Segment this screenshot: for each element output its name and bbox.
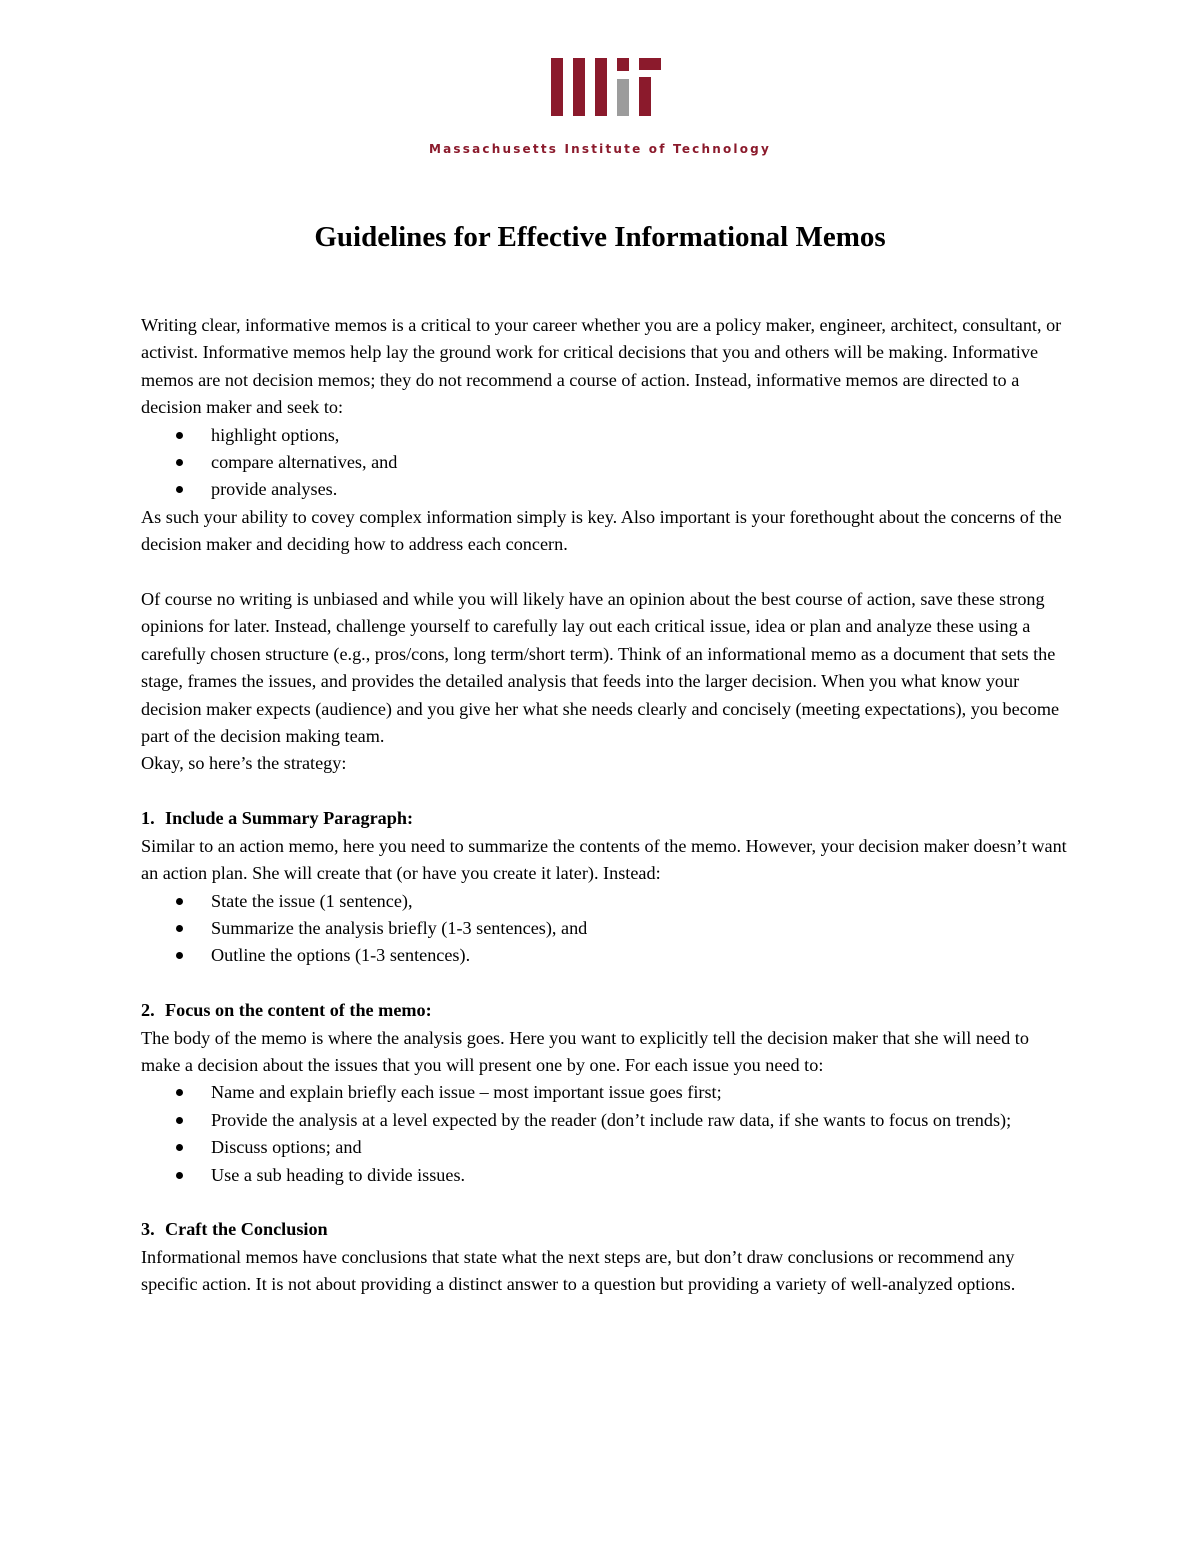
institute-name: Massachusetts Institute of Technology xyxy=(428,142,771,156)
section-1-bullet-list xyxy=(141,888,1071,970)
section-number: 2. xyxy=(141,1000,155,1021)
section-2-text: The body of the memo is where the analysis goes. Here you want to explicitly tell the decision maker that she will need to make a decision about the issues that you will present one by one. For each issue you need to: xyxy=(141,1027,1029,1075)
list-item: compare alternatives, and xyxy=(141,449,1071,476)
list-item: Provide the analysis at a level expected by the reader (don’t include raw data, if she wants to focus on trends); xyxy=(141,1107,1071,1134)
list-item: Discuss options; and xyxy=(141,1134,1071,1161)
section-3-text: Informational memos have conclusions that state what the next steps are, but don’t draw conclusions or recommend any specific action. It is not about providing a distinct answer to a question but providing a variety of well-analyzed options. xyxy=(141,1246,1016,1295)
list-item: State the issue (1 sentence), xyxy=(141,888,1071,915)
page-title: Guidelines for Effective Informational Memos xyxy=(314,221,886,253)
intro-bullet-list xyxy=(141,422,1071,504)
intro-after-paragraph: As such your ability to covey complex information simply is key. Also important is your forethought about the concerns of the decision maker and deciding how to address each concern. xyxy=(141,506,1062,555)
section-heading-text: Include a Summary Paragraph: xyxy=(165,808,414,829)
strategy-line: Okay, so here’s the strategy: xyxy=(141,753,347,774)
section-heading-text: Craft the Conclusion xyxy=(165,1219,328,1240)
section-3-heading xyxy=(141,1216,1071,1243)
paragraph-2: Of course no writing is unbiased and while you will likely have an opinion about the best course of action, save these strong opinions for later. Instead, challenge yourself to carefully lay out each critical issue, idea or plan and analyze these using a carefully chosen structure (e.g., pros/cons, long term/short term). Think of an informational memo as a document that sets the stage, frames the issues, and provides the detailed analysis that feeds into the larger decision. When you what know your decision maker expects (audience) and you give her what she needs clearly and concisely (meeting expectations), you become part of the decision making team. xyxy=(141,589,1060,747)
section-number: 1. xyxy=(141,808,155,829)
section-heading-text: Focus on the content of the memo: xyxy=(165,1000,432,1021)
section-1-text: Similar to an action memo, here you need to summarize the contents of the memo. However, your decision maker doesn’t want an action plan. She will create that (or have you create it later). Instead: xyxy=(141,835,1067,884)
list-item: Name and explain briefly each issue – most important issue goes first; xyxy=(141,1079,1071,1106)
list-item: provide analyses. xyxy=(141,476,1071,503)
list-item: Summarize the analysis briefly (1-3 sentences), and xyxy=(141,915,1071,942)
intro-paragraph: Writing clear, informative memos is a critical to your career whether you are a policy maker, engineer, architect, consultant, or activist. Informative memos help lay the ground work for critical decisions that you and others will be making. Informative memos are not decision memos; they do not recommend a course of action. Instead, informative memos are directed to a decision maker and seek to: xyxy=(141,315,1062,418)
section-number: 3. xyxy=(141,1219,155,1240)
mit-logo xyxy=(551,58,661,116)
section-2-heading xyxy=(141,997,1071,1024)
list-item: Use a sub heading to divide issues. xyxy=(141,1162,1071,1189)
list-item: Outline the options (1-3 sentences). xyxy=(141,942,1071,969)
list-item: highlight options, xyxy=(141,422,1071,449)
section-2-bullet-list xyxy=(141,1079,1071,1189)
section-1-heading xyxy=(141,805,1071,832)
document-body xyxy=(141,312,1071,1299)
